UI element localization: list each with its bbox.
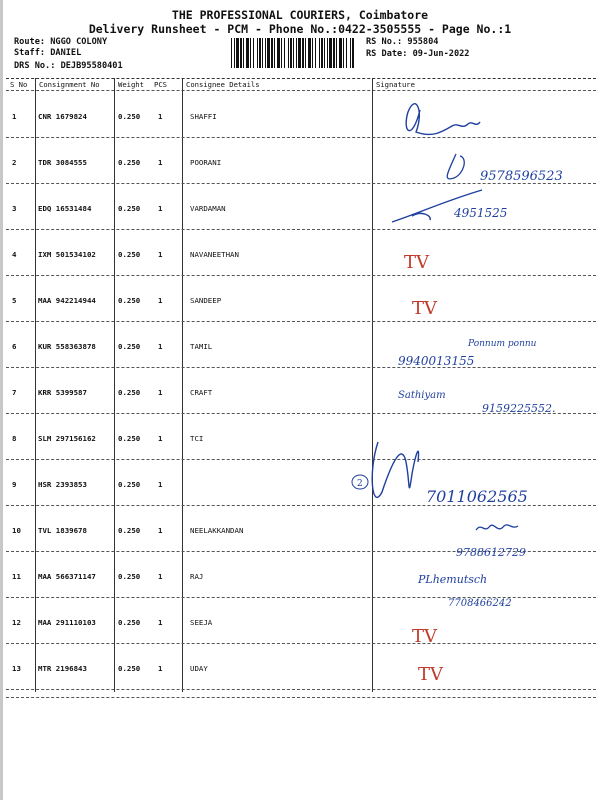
col-header-consignee: Consignee Details [186, 80, 260, 89]
handwritten-phone-row10: 9788612729 [456, 546, 526, 559]
cell-pcs: 1 [158, 572, 163, 581]
drs-number: DRS No.: DEJB95580401 [14, 61, 123, 71]
cell-consignment-no: MTR 2196843 [38, 664, 87, 673]
col-header-pcs: PCS [154, 80, 167, 89]
cell-weight: 0.250 [118, 204, 141, 213]
cell-sno: 5 [12, 296, 17, 305]
cell-pcs: 1 [158, 526, 163, 535]
col-header-signature: Signature [376, 80, 415, 89]
cell-consignment-no: MAA 942214944 [38, 296, 96, 305]
signature-area [357, 82, 598, 702]
handwritten-phone-row2: 9578596523 [480, 169, 563, 184]
handwritten-phone-row7: 9159225552. [482, 402, 556, 415]
signature-scribble [476, 525, 518, 530]
cell-consignment-no: HSR 2393853 [38, 480, 87, 489]
cell-consignee: TAMIL [190, 342, 213, 351]
cell-consignee: POORANI [190, 158, 222, 167]
signature-scribble [406, 104, 480, 135]
cell-pcs: 1 [158, 158, 163, 167]
cell-weight: 0.250 [118, 664, 141, 673]
handwritten-mark-row12: TV [412, 626, 438, 647]
handwritten-name-row7: Sathiyam [398, 390, 446, 401]
cell-consignee: NEELAKKANDAN [190, 526, 244, 535]
cell-weight: 0.250 [118, 158, 141, 167]
signature-scribble [447, 154, 464, 179]
cell-consignee: RAJ [190, 572, 204, 581]
rs-date: RS Date: 09-Jun-2022 [366, 49, 470, 59]
handwritten-mark-row4: TV [404, 252, 430, 273]
cell-consignment-no: SLM 297156162 [38, 434, 96, 443]
cell-weight: 0.250 [118, 572, 141, 581]
cell-pcs: 1 [158, 204, 163, 213]
header-divider [6, 78, 596, 79]
route-label: Route: NGGO COLONY [14, 37, 108, 47]
cell-consignee: SHAFFI [190, 112, 217, 121]
staff-label: Staff: DANIEL [14, 48, 82, 58]
handwritten-phone-row11: 7708466242 [448, 598, 512, 609]
cell-consignee: VARDAMAN [190, 204, 226, 213]
cell-weight: 0.250 [118, 526, 141, 535]
cell-consignee: CRAFT [190, 388, 213, 397]
cell-sno: 4 [12, 250, 17, 259]
cell-consignee: NAVANEETHAN [190, 250, 239, 259]
cell-consignment-no: TVL 1839678 [38, 526, 87, 535]
cell-consignment-no: IXM 501534102 [38, 250, 96, 259]
cell-pcs: 1 [158, 618, 163, 627]
cell-weight: 0.250 [118, 480, 141, 489]
cell-weight: 0.250 [118, 618, 141, 627]
cell-pcs: 1 [158, 664, 163, 673]
cell-consignment-no: CNR 1679824 [38, 112, 87, 121]
handwritten-name-row11: PLhemutsch [418, 573, 488, 586]
cell-weight: 0.250 [118, 434, 141, 443]
document-title: THE PROFESSIONAL COURIERS, Coimbatore [171, 8, 429, 22]
cell-consignee: UDAY [190, 664, 208, 673]
cell-sno: 8 [12, 434, 17, 443]
cell-weight: 0.250 [118, 112, 141, 121]
cell-weight: 0.250 [118, 250, 141, 259]
cell-weight: 0.250 [118, 342, 141, 351]
cell-consignee: SANDEEP [190, 296, 222, 305]
cell-weight: 0.250 [118, 388, 141, 397]
col-header-sno: S No [10, 80, 28, 89]
cell-sno: 9 [12, 480, 17, 489]
col-header-weight: Weight [118, 80, 144, 89]
cell-sno: 10 [12, 526, 21, 535]
cell-pcs: 1 [158, 250, 163, 259]
cell-consignment-no: TDR 3084555 [38, 158, 87, 167]
col-header-consignment: Consignment No [39, 80, 100, 89]
cell-sno: 2 [12, 158, 17, 167]
handwritten-mark-row13: TV [418, 664, 444, 685]
cell-pcs: 1 [158, 434, 163, 443]
cell-weight: 0.250 [118, 296, 141, 305]
handwritten-mark-row5: TV [412, 298, 438, 319]
cell-pcs: 1 [158, 112, 163, 121]
cell-pcs: 1 [158, 296, 163, 305]
cell-sno: 13 [12, 664, 21, 673]
handwritten-ref-row3: 4951525 [454, 206, 508, 220]
cell-consignee: SEEJA [190, 618, 213, 627]
cell-sno: 1 [12, 112, 17, 121]
cell-pcs: 1 [158, 388, 163, 397]
handwritten-circle-row9: 2 [357, 479, 363, 489]
cell-consignment-no: MAA 566371147 [38, 572, 96, 581]
rs-number: RS No.: 955804 [366, 37, 439, 47]
cell-consignment-no: KRR 5399587 [38, 388, 87, 397]
cell-consignee: TCI [190, 434, 204, 443]
cell-consignment-no: EDQ 16531484 [38, 204, 92, 213]
cell-pcs: 1 [158, 480, 163, 489]
cell-pcs: 1 [158, 342, 163, 351]
handwritten-phone-row6: 9940013155 [398, 354, 475, 368]
cell-sno: 6 [12, 342, 17, 351]
cell-sno: 11 [12, 572, 21, 581]
barcode [230, 38, 356, 68]
handwritten-name-row6: Ponnum ponnu [468, 339, 537, 349]
handwritten-phone-row9: 7011062565 [426, 487, 528, 506]
cell-sno: 3 [12, 204, 17, 213]
cell-sno: 12 [12, 618, 21, 627]
cell-consignment-no: MAA 291110103 [38, 618, 96, 627]
signature-scribble [372, 442, 418, 497]
document-subtitle: Delivery Runsheet - PCM - Phone No.:0422-3505555 - Page No.:1 [88, 22, 512, 36]
cell-consignment-no: KUR 558363878 [38, 342, 96, 351]
cell-sno: 7 [12, 388, 17, 397]
